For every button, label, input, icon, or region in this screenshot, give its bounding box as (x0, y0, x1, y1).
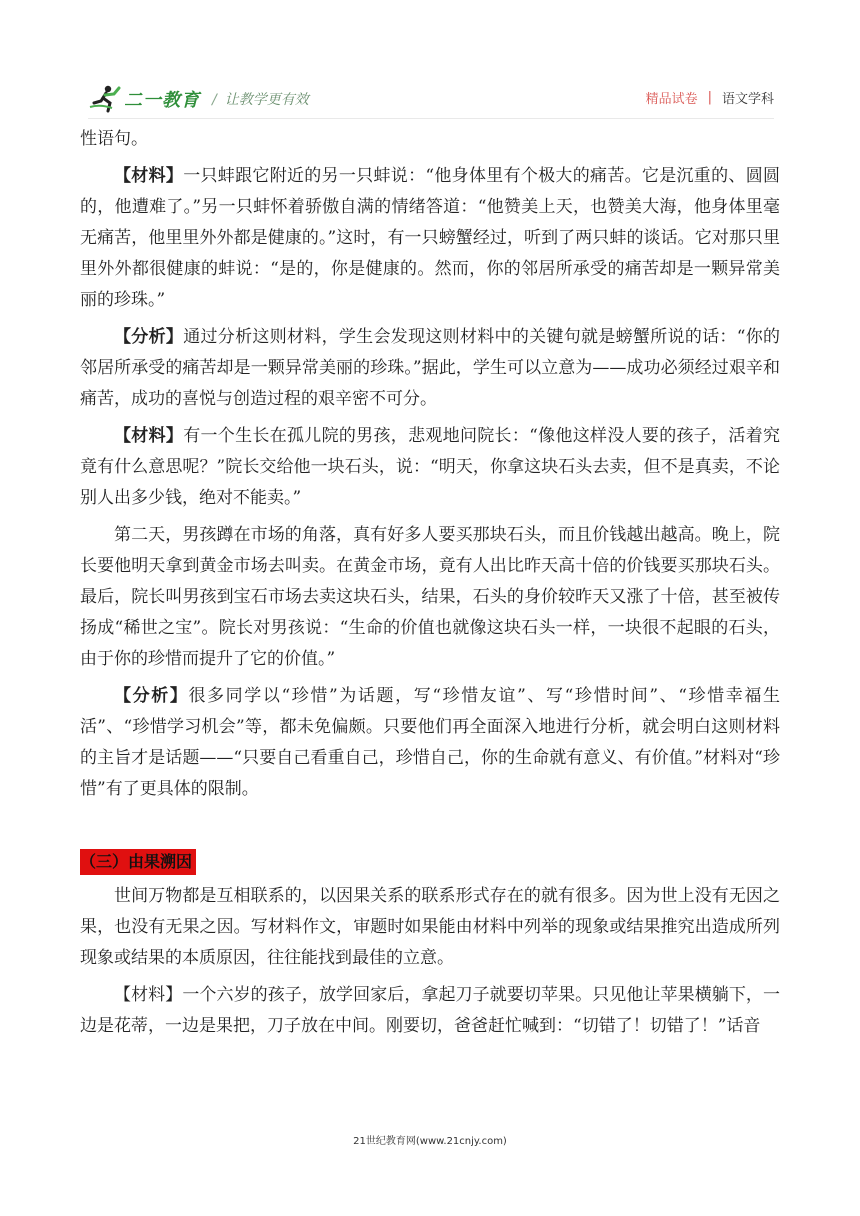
paragraph-4: 第二天，男孩蹲在市场的角落，真有好多人要买那块石头，而且价钱越出越高。晚上，院长要他明天拿到黄金市场去叫卖。在黄金市场，竟有人出比昨天高十倍的价钱要买那块石头。最后，院长叫男孩到宝石市场去卖这块石头，结果，石头的身价较昨天又涨了十倍，甚至被传扬成“稀世之宝”。院长对男孩说：“生命的价值也就像这块石头一样，一块很不起眼的石头，由于你的珍惜而提升了它的价值。” (80, 525, 780, 669)
paragraph-2 (80, 322, 780, 415)
paragraph-6: 世间万物都是互相联系的，以因果关系的联系形式存在的就有很多。因为世上没有无因之果，也没有无果之因。写材料作文，审题时如果能由材料中列举的现象或结果推究出造成所列现象或结果的本质原因，往往能找到最佳的立意。 (80, 886, 780, 968)
header-divider (88, 118, 774, 119)
runner-logo-icon (88, 84, 122, 114)
page-header (88, 84, 774, 114)
paragraph-0: 性语句。 (80, 129, 148, 149)
header-separator: | (707, 90, 712, 105)
material-label: 【材料】 (114, 166, 184, 186)
slogan-text: 让教学更有效 (224, 92, 309, 108)
slogan (212, 89, 309, 109)
paragraph-1 (80, 161, 780, 316)
paragraph-text: 很多同学以“珍惜”为话题，写“珍惜友谊”、写“珍惜时间”、“珍惜幸福生活”、“珍惜学习机会”等，都未免偏颇。只要他们再全面深入地进行分析，就会明白这则材料的主旨才是话题——“只要自己看重自己，珍惜自己，你的生命就有意义、有价值。”材料对“珍惜”有了更具体的限制。 (80, 686, 780, 799)
logo (88, 84, 309, 114)
paragraph-3 (80, 421, 780, 514)
paragraph-text: 有一个生长在孤儿院的男孩，悲观地问院长：“像他这样没人要的孩子，活着究竟有什么意思呢？”院长交给他一块石头，说：“明天，你拿这块石头去卖，但不是真卖，不论别人出多少钱，绝对不能卖。” (80, 426, 781, 508)
paragraph-5 (80, 681, 780, 805)
material-label: 【材料】 (114, 985, 183, 1005)
page-footer: 21世纪教育网(www.21cnjy.com) (353, 1136, 507, 1147)
paragraph-text: 一个六岁的孩子，放学回家后，拿起刀子就要切苹果。只见他让苹果横躺下，一边是花蒂，一边是果把，刀子放在中间。刚要切，爸爸赶忙喊到：“切错了！切错了！”话音 (80, 985, 781, 1036)
brand-name: 二一教育 (124, 90, 200, 111)
header-tags (646, 88, 774, 107)
document-body (80, 124, 780, 1042)
paragraph-text: 一只蚌跟它附近的另一只蚌说：“他身体里有个极大的痛苦。它是沉重的、圆圆的，他遭难了。”另一只蚌怀着骄傲自满的情绪答道：“他赞美上天，也赞美大海，他身体里毫无痛苦，他里里外外都是健康的。”这时，有一只螃蟹经过，听到了两只蚌的谈话。它对那只里里外外都很健康的蚌说：“是的，你是健康的。然而，你的邻居所承受的痛苦却是一颗异常美丽的珍珠。” (80, 166, 781, 310)
material-label: 【材料】 (114, 426, 184, 446)
slogan-slash: / (212, 92, 217, 108)
section-heading: （三）由果溯因 (80, 849, 196, 875)
analysis-label: 【分析】 (114, 327, 184, 347)
analysis-label: 【分析】 (114, 686, 189, 706)
header-tag-subject: 语文学科 (721, 92, 774, 107)
paragraph-text: 通过分析这则材料，学生会发现这则材料中的关键句就是螃蟹所说的话：“你的邻居所承受的痛苦却是一颗异常美丽的珍珠。”据此，学生可以立意为——成功必须经过艰辛和痛苦，成功的喜悦与创造过程的艰辛密不可分。 (80, 327, 781, 409)
header-tag-quality: 精品试卷 (645, 92, 698, 107)
paragraph-7 (80, 980, 780, 1042)
